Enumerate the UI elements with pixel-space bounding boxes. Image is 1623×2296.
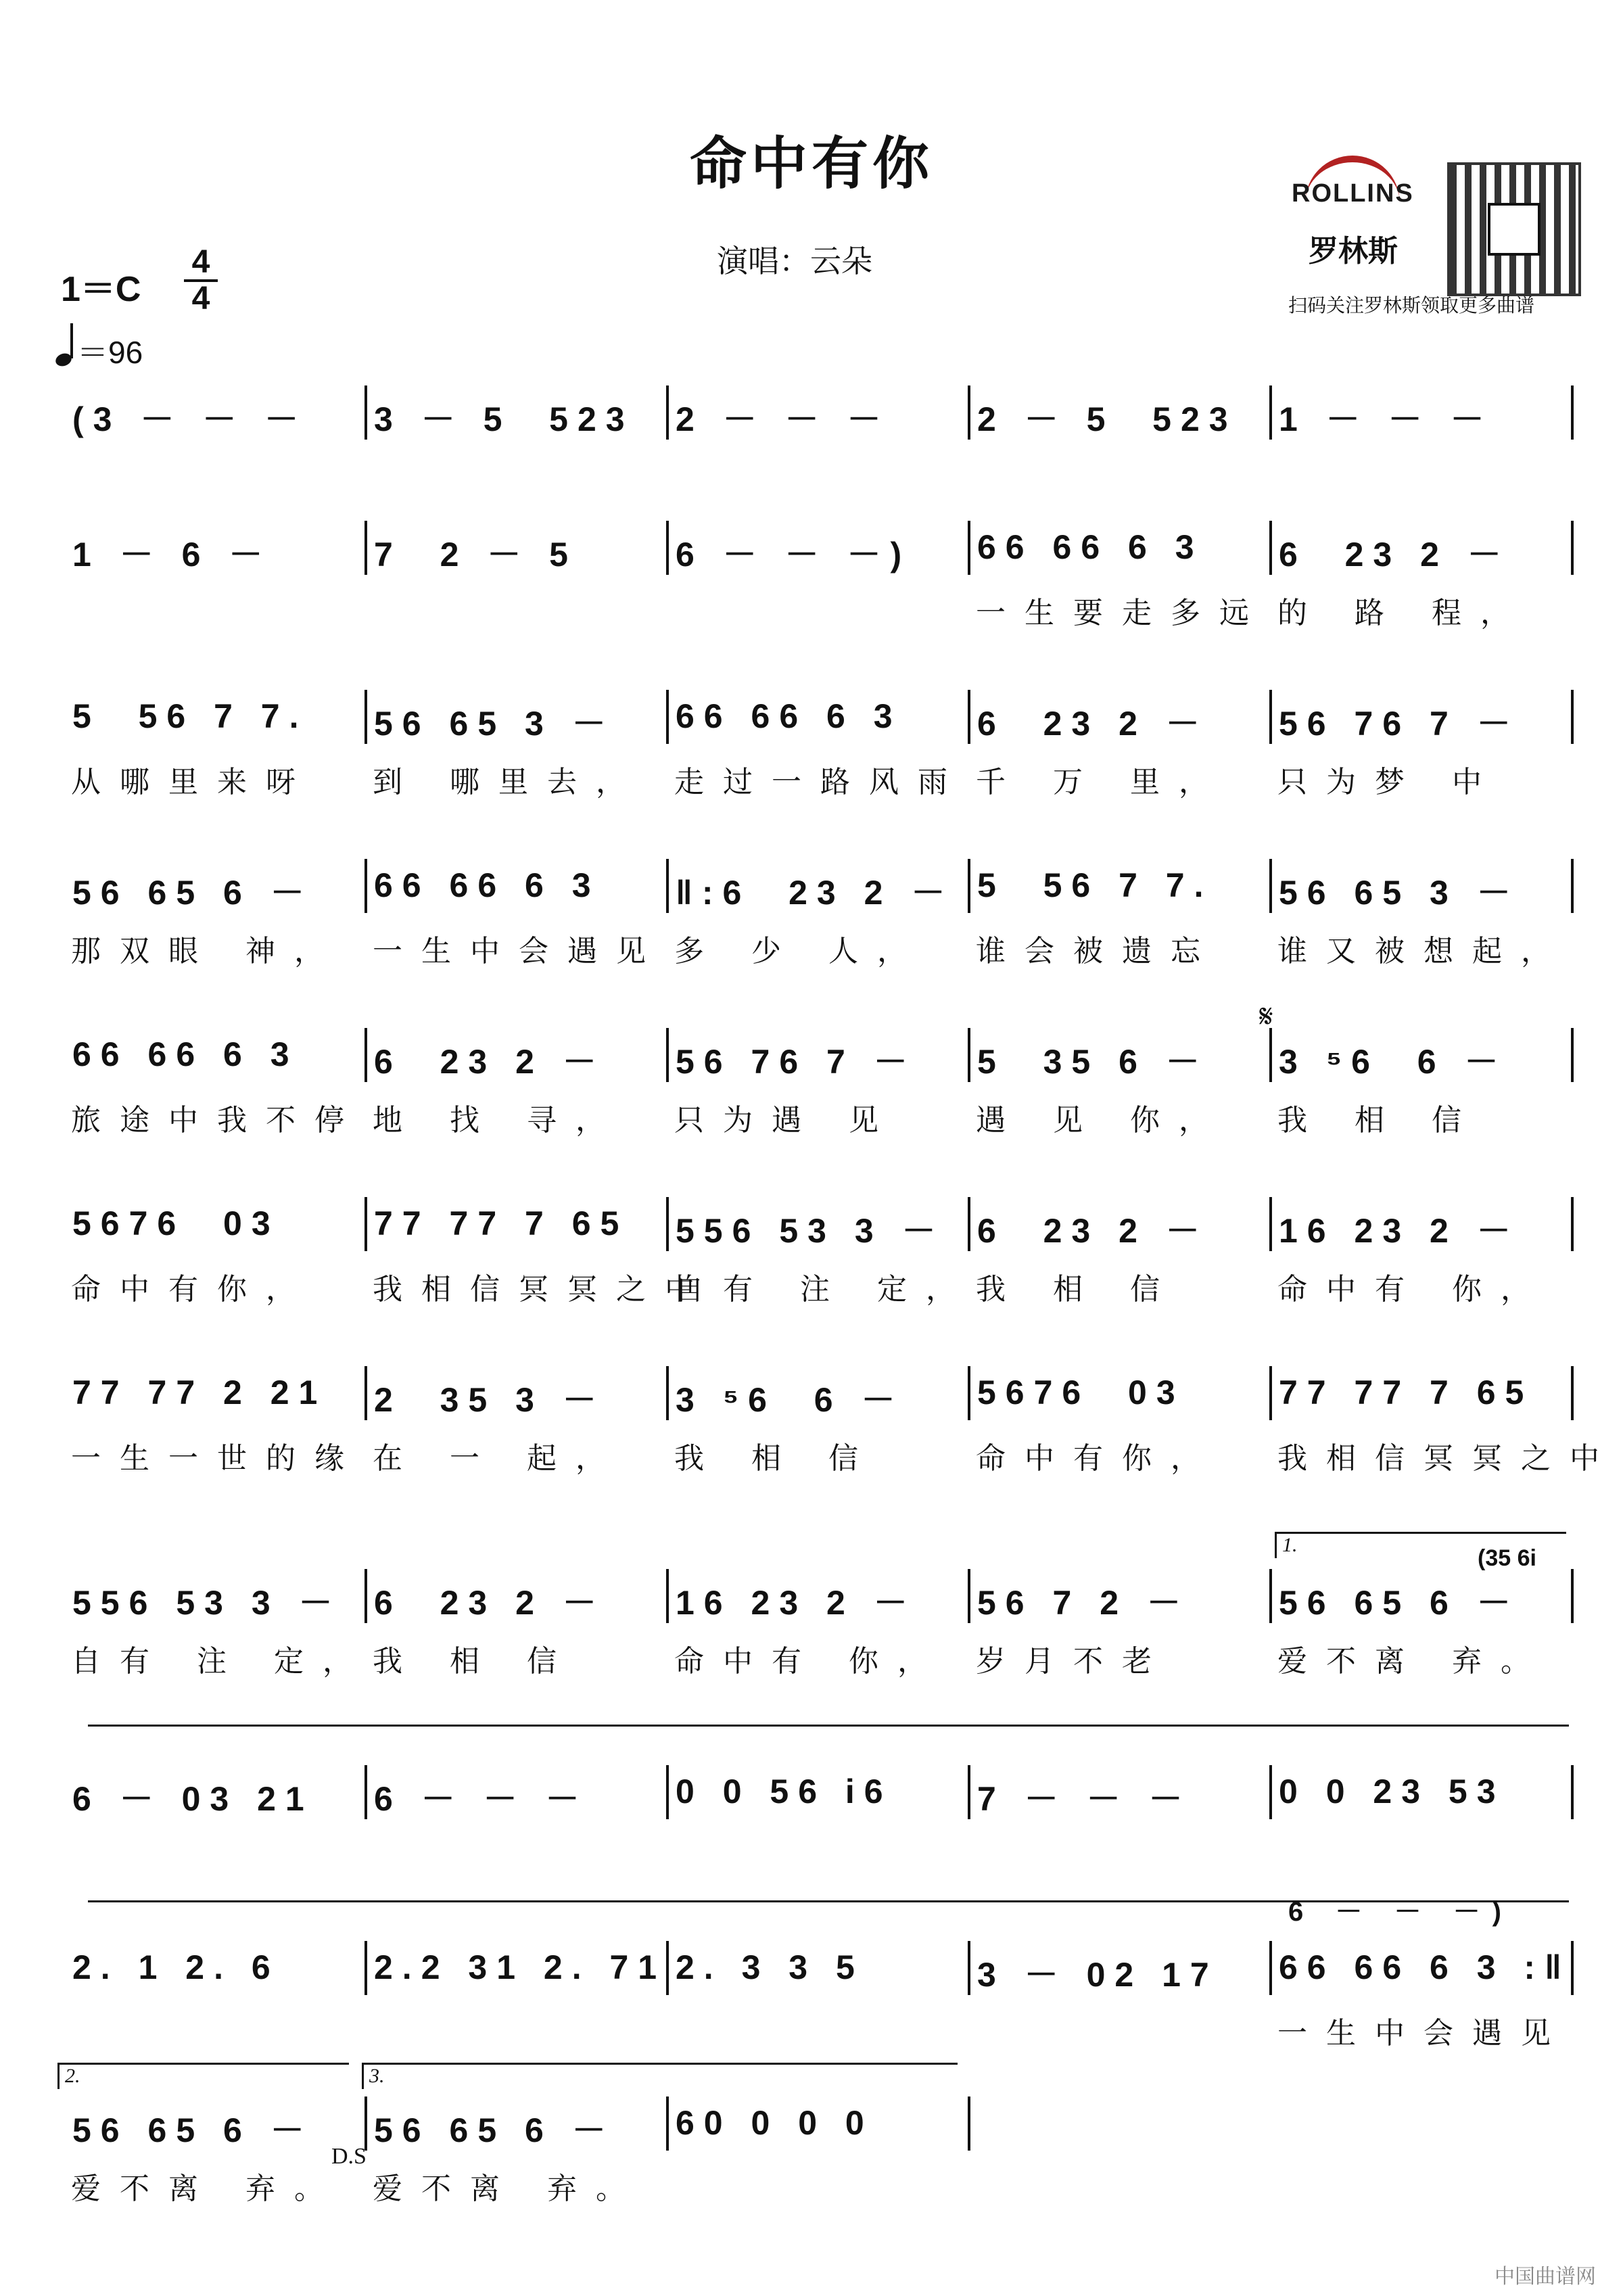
bar-line	[1571, 690, 1574, 744]
measure: 66 66 6 3	[72, 1035, 299, 1073]
lyric-line: 一生中会遇见	[1277, 2016, 1570, 2051]
bar-line	[364, 2096, 367, 2151]
measure: 56 65 3 －	[1279, 874, 1520, 912]
measure: 56 76 7 －	[1279, 705, 1520, 743]
lyric-line: 命中有你，	[976, 1441, 1219, 1476]
measure: (3 － － －	[72, 400, 308, 438]
measure: 6 － 03 21	[72, 1780, 314, 1818]
measure: 2 － 5 523	[977, 400, 1238, 438]
lyric-line: 我 相 信	[674, 1441, 877, 1476]
lyric-line: 从哪里来呀	[71, 765, 314, 799]
measure: 16 23 2 －	[676, 1584, 917, 1622]
measure: 5 56 7 7.	[72, 697, 308, 735]
measure: 2 － － －	[676, 400, 891, 438]
measure: 2. 1 2. 6	[72, 1948, 280, 1986]
bar-line	[364, 690, 367, 744]
bar-line	[968, 1197, 970, 1251]
lyric-line: 我相信冥冥之中	[373, 1272, 713, 1307]
lyric-line: 爱不离 弃。	[1277, 1644, 1549, 1679]
lyric-line: 我 相 信	[976, 1272, 1179, 1307]
bar-line	[1571, 1569, 1574, 1623]
measure: 77 77 7 65	[1279, 1374, 1534, 1411]
bar-line	[1269, 385, 1272, 440]
bar-line	[968, 859, 970, 913]
lyric-line: 一生中会遇见	[373, 934, 665, 968]
bar-line	[1571, 1366, 1574, 1420]
measure: 6 23 2 －	[374, 1584, 606, 1622]
bar-line	[364, 385, 367, 440]
lyric-line: 自有 注 定，	[71, 1644, 371, 1679]
lyric-line: 只为遇 见	[674, 1103, 897, 1138]
lyric-line: 只为梦 中	[1277, 765, 1501, 799]
time-signature	[184, 244, 218, 317]
bar-line	[968, 385, 970, 440]
quarter-note-stem	[70, 323, 73, 358]
measure: 7 － － －	[977, 1780, 1192, 1818]
bar-line	[364, 1028, 367, 1082]
measure: 6 － － －	[374, 1780, 589, 1818]
measure: 56 65 3 －	[374, 705, 615, 743]
measure: 0 0 56 i6	[676, 1773, 893, 1810]
measure: 3 ⁵6 6 －	[1279, 1043, 1508, 1081]
measure: 66 66 6 3 :‖	[1279, 1948, 1571, 1986]
bar-line	[666, 521, 669, 575]
measure: 77 77 7 65	[374, 1204, 629, 1242]
measure: 6 23 2 －	[977, 705, 1209, 743]
bar-line	[364, 1765, 367, 1819]
lyric-line: 走过一路风雨	[674, 765, 966, 799]
bar-line	[666, 859, 669, 913]
volta-2: 2.	[57, 2063, 349, 2089]
bar-line	[364, 1941, 367, 1995]
measure: 556 53 3 －	[676, 1212, 945, 1250]
bar-line	[968, 521, 970, 575]
lyric-line: 到 哪里去，	[373, 765, 644, 799]
lyric-line: 爱不离 弃。	[373, 2172, 644, 2206]
lyric-line: 命中有 你，	[1277, 1272, 1549, 1307]
lyric-line: 命中有你，	[71, 1272, 314, 1307]
key-signature: 1＝C	[61, 270, 141, 309]
bar-line	[364, 1569, 367, 1623]
bar-line	[1269, 1197, 1272, 1251]
bar-line	[364, 1197, 367, 1251]
lyric-line: 旅途中我不停	[71, 1103, 363, 1138]
bar-line	[364, 521, 367, 575]
bar-line	[968, 1941, 970, 1995]
lyric-line: 我 相 信	[373, 1644, 575, 1679]
qr-center-icon	[1488, 203, 1540, 256]
measure: 66 66 6 3	[977, 528, 1204, 566]
measure: 2. 3 3 5	[676, 1948, 864, 1986]
bar-line	[666, 1028, 669, 1082]
bar-line	[666, 1197, 669, 1251]
measure: 5676 03	[977, 1374, 1185, 1411]
measure: 2 35 3 －	[374, 1381, 606, 1419]
lyric-line: 爱不离 弃。	[71, 2172, 343, 2206]
bar-line	[666, 1569, 669, 1623]
bar-line	[1571, 521, 1574, 575]
lyric-line: 我 相 信	[1277, 1103, 1480, 1138]
ds-marking: D.S	[331, 2144, 367, 2169]
measure: 66 66 6 3	[676, 697, 902, 735]
measure: 2.2 31 2. 71	[374, 1948, 667, 1986]
bar-line	[1571, 385, 1574, 440]
volta-3: 3.	[362, 2063, 958, 2089]
bar-line	[666, 2096, 669, 2151]
measure: ‖:6 23 2 －	[676, 874, 955, 912]
section-divider	[88, 1725, 1569, 1727]
bar-line	[968, 1765, 970, 1819]
page-title: 命中有你	[689, 131, 933, 197]
bar-line	[364, 1366, 367, 1420]
measure: 56 76 7 －	[676, 1043, 917, 1081]
lyric-line: 地 找 寻，	[373, 1103, 624, 1138]
lyric-line: 自有 注 定，	[674, 1272, 974, 1307]
measure: 3 － 5 523	[374, 400, 634, 438]
bar-line	[666, 690, 669, 744]
measure: 60 0 0 0	[676, 2104, 874, 2142]
lyric-line: 那双眼 神，	[71, 934, 343, 968]
measure: 7 2 － 5	[374, 536, 578, 573]
time-signature-top: 4	[191, 244, 210, 280]
bar-line	[666, 1765, 669, 1819]
qr-caption: 扫码关注罗林斯领取更多曲谱	[1288, 294, 1535, 317]
bar-line	[1269, 1569, 1272, 1623]
measure: 3 ⁵6 6 －	[676, 1381, 905, 1419]
lyric-line: 千 万 里，	[976, 765, 1227, 799]
measure: 77 77 2 21	[72, 1374, 327, 1411]
tempo-value: ＝96	[77, 335, 143, 370]
watermark: 中国曲谱网	[1495, 2265, 1596, 2289]
bar-line	[1269, 1366, 1272, 1420]
measure: 5 56 7 7.	[977, 866, 1213, 904]
lyric-line: 一生一世的缘	[71, 1441, 363, 1476]
lyric-line: 一生要走多远	[976, 596, 1268, 630]
lyric-line: 命中有 你，	[674, 1644, 946, 1679]
lyric-line: 岁月不老	[976, 1644, 1171, 1679]
lyric-line: 的 路 程，	[1277, 596, 1529, 630]
volta-1-tail: (35 6i	[1478, 1545, 1536, 1571]
bar-line	[1571, 1941, 1574, 1995]
lyric-line: 多 少 人，	[674, 934, 926, 968]
lyric-line: 在 一 起，	[373, 1441, 624, 1476]
bar-line	[666, 385, 669, 440]
measure: 3 － 02 17	[977, 1956, 1219, 1994]
bar-line	[1269, 859, 1272, 913]
brand-logo: ROLLINS	[1292, 179, 1414, 208]
measure: 16 23 2 －	[1279, 1212, 1520, 1250]
measure: 6 23 2 －	[374, 1043, 606, 1081]
lyric-line: 谁又被想起，	[1277, 934, 1570, 968]
measure: 5 35 6 －	[977, 1043, 1209, 1081]
bar-line	[968, 2096, 970, 2151]
bar-line	[1571, 1765, 1574, 1819]
lyric-line: 谁会被遗忘	[976, 934, 1219, 968]
time-signature-bottom: 4	[191, 281, 210, 317]
measure: 0 0 23 53	[1279, 1773, 1505, 1810]
lyric-line: 我相信冥冥之中	[1277, 1441, 1618, 1476]
last-bar-tail: 6 － － －)	[1288, 1897, 1513, 1927]
bar-line	[968, 1028, 970, 1082]
measure: 556 53 3 －	[72, 1584, 342, 1622]
bar-line	[1269, 1028, 1272, 1082]
bar-line	[1269, 1765, 1272, 1819]
volta-1: 1.	[1275, 1532, 1566, 1558]
bar-line	[1571, 1028, 1574, 1082]
measure: 1 － － －	[1279, 400, 1494, 438]
bar-line	[1269, 521, 1272, 575]
bar-line	[968, 1366, 970, 1420]
brand-name-cn: 罗林斯	[1309, 234, 1398, 268]
measure: 6 23 2 －	[977, 1212, 1209, 1250]
lyric-line: 遇 见 你，	[976, 1103, 1227, 1138]
measure: 56 65 6 －	[1279, 1584, 1520, 1622]
bar-line	[968, 1569, 970, 1623]
measure: 5676 03	[72, 1204, 280, 1242]
tempo-marking	[55, 328, 143, 373]
measure: 66 66 6 3	[374, 866, 601, 904]
measure: 6 23 2 －	[1279, 536, 1511, 573]
singer-credit: 演唱：云朵	[717, 243, 872, 279]
measure: 56 65 6 －	[72, 2111, 314, 2149]
bar-line	[1571, 1197, 1574, 1251]
bar-line	[666, 1366, 669, 1420]
measure: 6 － － －)	[676, 536, 912, 573]
measure: 56 65 6 －	[374, 2111, 615, 2149]
bar-line	[364, 859, 367, 913]
measure: 56 65 6 －	[72, 874, 314, 912]
bar-line	[968, 690, 970, 744]
segno-icon: 𝄋	[1259, 998, 1273, 1035]
measure: 1 － 6 －	[72, 536, 273, 573]
bar-line	[666, 1941, 669, 1995]
bar-line	[1269, 690, 1272, 744]
bar-line	[1269, 1941, 1272, 1995]
measure: 56 7 2 －	[977, 1584, 1190, 1622]
bar-line	[1571, 859, 1574, 913]
